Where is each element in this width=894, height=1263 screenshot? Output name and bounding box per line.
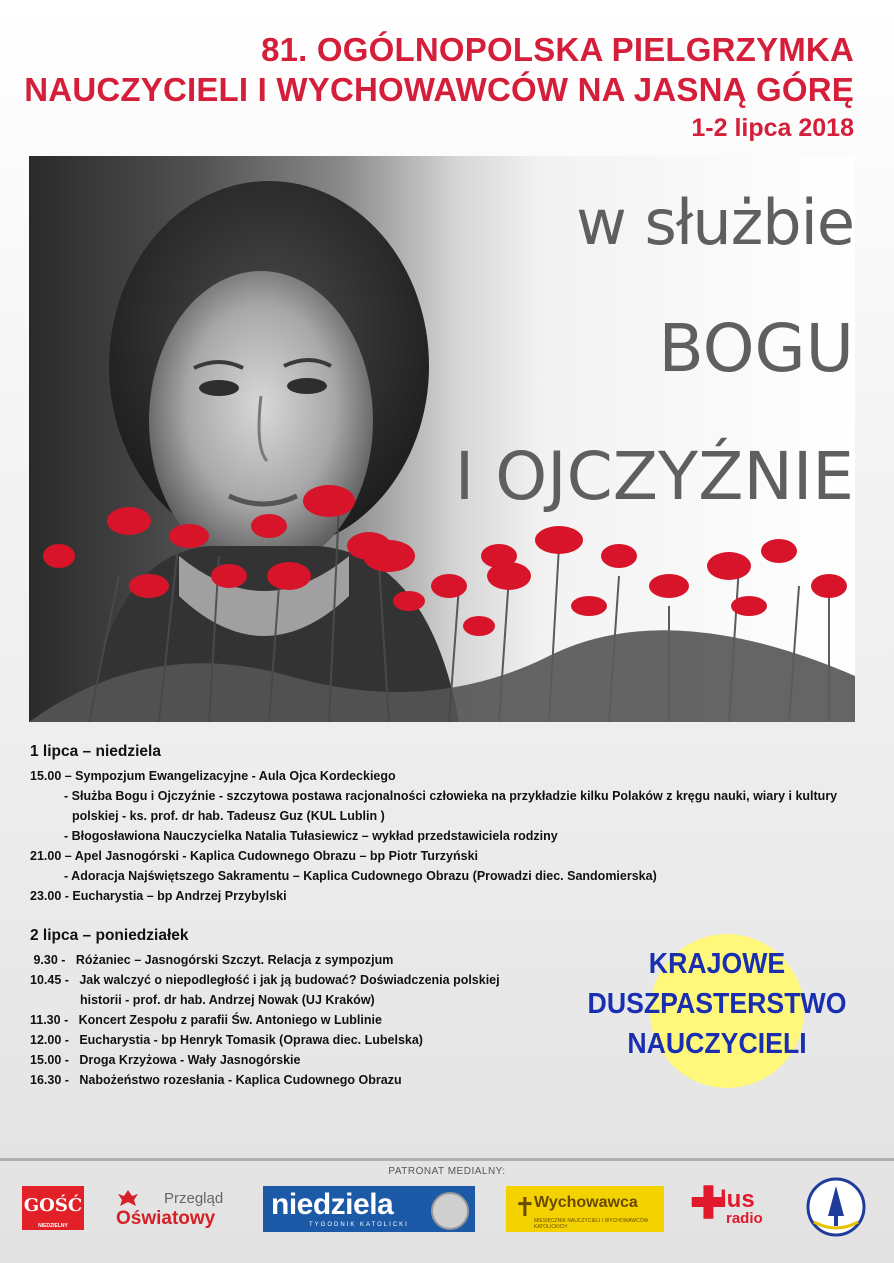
organizer-line1: KRAJOWE (648, 948, 786, 980)
radio-jasna-gora-emblem-icon (800, 1176, 872, 1238)
event-title-line2: NAUCZYCIELI I WYCHOWAWCÓW NA JASNĄ GÓRĘ (24, 71, 854, 108)
schedule-row: - Adoracja Najświętszego Sakramentu – Kaplica Cudownego Obrazu (Prowadzi diec. Sandomierska) (64, 869, 657, 883)
plus-cross-icon: ✚ (690, 1179, 727, 1228)
plus-radio-logo (690, 1179, 776, 1232)
event-date: 1-2 lipca 2018 (691, 114, 854, 142)
wychowawca-logo-subtext: MIESIĘCZNIK NAUCZYCIELI I WYCHOWAWCÓW KATOLICKICH (534, 1218, 649, 1230)
schedule-row: 12.00 - Eucharystia - bp Henryk Tomasik (Oprawa diec. Lubelska) (30, 1033, 423, 1047)
schedule-row: - Służba Bogu i Ojczyźnie - szczytowa postawa racjonalności człowieka na przykładzie kilku Polaków z kręgu nauki, wiary i kultury (64, 789, 838, 803)
event-title-line1: 81. OGÓLNOPOLSKA PIELGRZYMKA (261, 31, 854, 68)
slogan-line2: BOGU (658, 310, 854, 387)
organizer-line3: NAUCZYCIELI (627, 1028, 807, 1060)
day1-section (30, 742, 870, 906)
organizer-logo (572, 930, 862, 1090)
plus-logo-text: lus (720, 1186, 755, 1213)
schedule-row: 11.30 - Koncert Zespołu z parafii Św. Antoniego w Lublinie (30, 1013, 382, 1027)
slogan-line3: I OJCZYŹNIE (454, 438, 854, 515)
niedziela-logo-text: niedziela (271, 1188, 394, 1221)
slogan-line1: w służbie (576, 186, 854, 259)
schedule-row: 15.00 - Droga Krzyżowa - Wały Jasnogórskie (30, 1053, 301, 1067)
gosc-logo-text: GOŚĆ (23, 1195, 83, 1216)
schedule-row: 9.30 - Różaniec – Jasnogórski Szczyt. Relacja z sympozjum (30, 953, 394, 967)
day1-title: 1 lipca – niedziela (30, 743, 161, 760)
przeglad-logo-top: Przegląd (164, 1190, 224, 1207)
schedule-row: 23.00 - Eucharystia – bp Andrzej Przybylski (30, 889, 287, 903)
cross-icon: ✝ (514, 1192, 536, 1222)
radio-jasna-gora-logo (800, 1176, 872, 1238)
gosc-logo-subtext: NIEDZIELNY (38, 1223, 68, 1229)
schedule-row: polskiej - ks. prof. dr hab. Tadeusz Guz (KUL Lublin ) (72, 809, 385, 823)
wychowawca-logo (506, 1186, 664, 1232)
organizer-name (584, 944, 851, 1064)
przeglad-oswiatowy-logo (112, 1186, 242, 1232)
footer-divider (0, 1158, 894, 1161)
przeglad-logo-bottom: Oświatowy (116, 1208, 216, 1229)
organizer-line2: DUSZPASTERSTWO (587, 988, 847, 1020)
eagle-icon (116, 1188, 140, 1208)
wychowawca-logo-text: Wychowawca (534, 1194, 638, 1211)
schedule-row: 10.45 - Jak walczyć o niepodległość i jak ją budować? Doświadczenia polskiej (30, 973, 500, 987)
gosc-niedzielny-logo (22, 1186, 84, 1230)
schedule-row: - Błogosławiona Nauczycielka Natalia Tułasiewicz – wykład przedstawiciela rodziny (64, 829, 558, 843)
niedziela-logo-subtext: TYGODNIK KATOLICKI (309, 1222, 409, 1228)
day2-title: 2 lipca – poniedziałek (30, 927, 189, 944)
event-header (24, 30, 854, 144)
schedule-row: historii - prof. dr hab. Andrzej Nowak (UJ Kraków) (80, 993, 375, 1007)
schedule-row: 21.00 – Apel Jasnogórski - Kaplica Cudownego Obrazu – bp Piotr Turzyński (30, 849, 479, 863)
radio-logo-text: radio (726, 1210, 763, 1227)
schedule-row: 16.30 - Nabożeństwo rozesłania - Kaplica Cudownego Obrazu (30, 1073, 402, 1087)
medallion-icon (431, 1192, 469, 1230)
media-patronage-label: PATRONAT MEDIALNY: (388, 1166, 506, 1177)
schedule-row: 15.00 – Sympozjum Ewangelizacyjne - Aula Ojca Kordeckiego (30, 769, 396, 783)
niedziela-logo (263, 1186, 475, 1232)
